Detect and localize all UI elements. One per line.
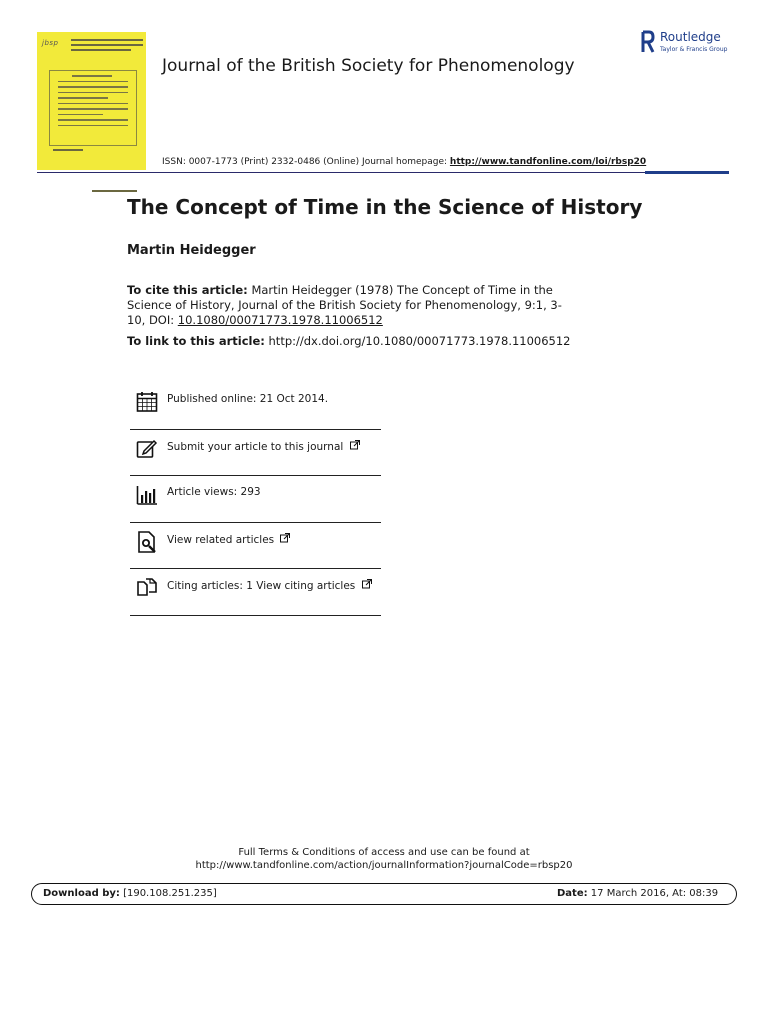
header-accent-bar — [645, 171, 729, 174]
journal-cover-image — [37, 32, 146, 170]
publisher-subtitle: Taylor & Francis Group — [660, 46, 728, 53]
related-row[interactable] — [130, 523, 381, 570]
download-by: Download by: [190.108.251.235] — [43, 888, 217, 899]
terms-line-1: Full Terms & Conditions of access and use can be found at — [238, 847, 530, 858]
link-label: To link to this article: — [127, 334, 265, 348]
bar-chart-icon — [136, 484, 158, 506]
citation-block — [127, 283, 567, 328]
article-views: Article views: 293 — [167, 486, 261, 498]
calendar-icon — [136, 391, 158, 413]
issn-line — [162, 157, 646, 167]
terms-url[interactable]: http://www.tandfonline.com/action/journalInformation?journalCode=rbsp20 — [195, 860, 573, 871]
copy-documents-icon — [136, 577, 158, 599]
submit-row[interactable] — [130, 430, 381, 477]
cite-label: To cite this article: — [127, 283, 248, 297]
cover-contents-box — [49, 70, 137, 146]
published-date: Published online: 21 Oct 2014. — [167, 393, 329, 405]
article-title: The Concept of Time in the Science of History — [127, 195, 643, 219]
journal-title: Journal of the British Society for Phenomenology — [162, 56, 575, 76]
cover-header-lines — [71, 37, 143, 54]
document-search-icon — [136, 531, 158, 553]
citing-row[interactable] — [130, 569, 381, 616]
journal-homepage-link[interactable]: http://www.tandfonline.com/loi/rbsp20 — [449, 157, 647, 167]
external-link-icon — [280, 533, 290, 543]
routledge-logo-icon — [641, 30, 655, 54]
view-related-link[interactable]: View related articles — [167, 533, 290, 546]
terms-notice — [0, 846, 768, 872]
cite-text: Martin Heidegger (1978) The Concept of Time in the Science of History, Journal of the British Society for Phenomenology, 9:1, 3-10, DOI: — [127, 283, 562, 327]
publisher-name: Routledge — [660, 30, 721, 44]
edit-icon — [136, 438, 158, 460]
header-divider — [37, 172, 645, 173]
published-row — [130, 383, 381, 430]
download-date: Date: 17 March 2016, At: 08:39 — [557, 888, 719, 899]
article-link-line — [127, 334, 571, 348]
doi-link[interactable]: 10.1080/00071773.1978.11006512 — [177, 313, 383, 327]
cover-logo: jbsp — [42, 39, 59, 47]
external-link-icon — [350, 440, 360, 450]
issn-text: ISSN: 0007-1773 (Print) 2332-0486 (Online) Journal homepage: — [162, 157, 450, 167]
submit-article-link[interactable]: Submit your article to this journal — [167, 440, 360, 453]
citing-articles-link[interactable]: Citing articles: 1 View citing articles — [167, 579, 372, 592]
views-row — [130, 476, 381, 523]
external-link-icon — [362, 579, 372, 589]
article-author: Martin Heidegger — [127, 243, 256, 258]
article-doi-url[interactable]: http://dx.doi.org/10.1080/00071773.1978.11006512 — [264, 334, 571, 348]
article-info-list — [130, 383, 381, 616]
